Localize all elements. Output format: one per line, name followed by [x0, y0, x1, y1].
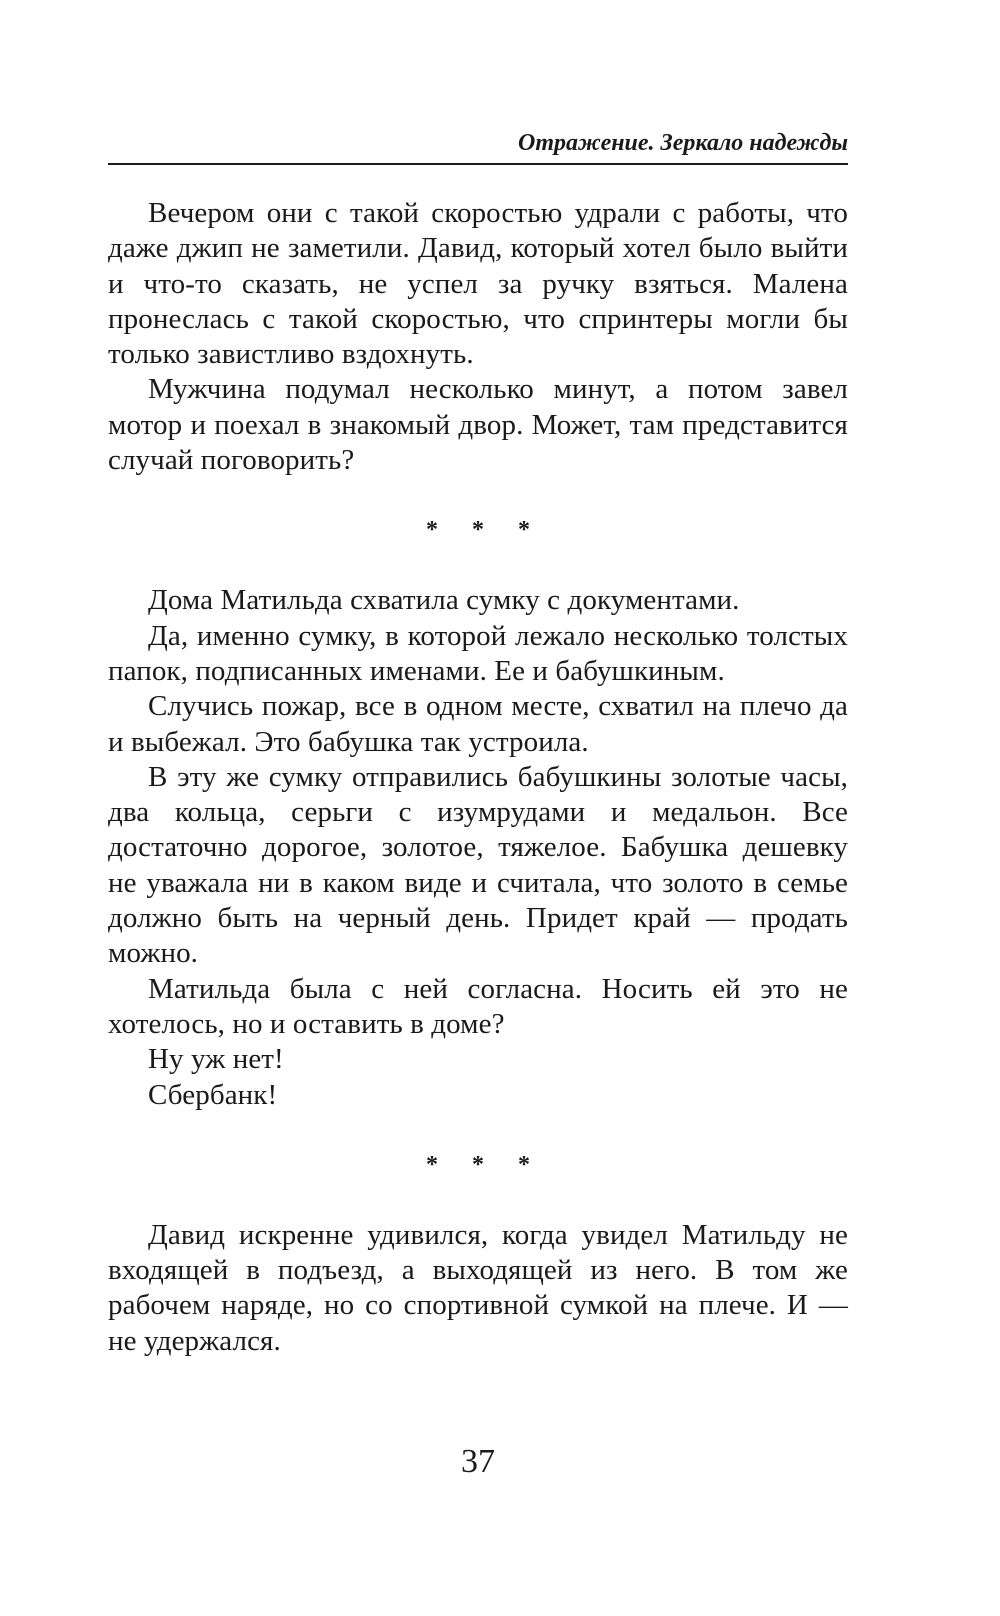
- running-title: Отражение. Зеркало надежды: [518, 130, 848, 156]
- page-number: 37: [461, 1443, 495, 1480]
- body-text: [108, 196, 848, 1359]
- paragraph: Случись пожар, все в одном месте, схватил на плечо да и выбежал. Это бабушка так устроила.: [108, 690, 848, 758]
- section-separator: * * *: [426, 517, 544, 544]
- paragraph: Да, именно сумку, в которой лежало несколько толстых папок, подписанных именами. Ее и бабушкиным.: [108, 619, 848, 687]
- paragraph: Мужчина подумал несколько минут, а потом завел мотор и поехал в знакомый двор. Может, там представится случай поговорить?: [108, 373, 848, 477]
- book-page: [108, 0, 848, 1616]
- header-rule: [108, 163, 848, 165]
- paragraph: Матильда была с ней согласна. Носить ей это не хотелось, но и оставить в доме?: [108, 972, 848, 1040]
- paragraph: Дома Матильда схватила сумку с документами.: [148, 584, 740, 617]
- paragraph: Сбербанк!: [148, 1078, 278, 1111]
- paragraph: В эту же сумку отправились бабушкины золотые часы, два кольца, серьги с изумрудами и медальон. Все достаточно дорогое, золотое, тяжелое. Бабушка дешевку не уважала ни в каком виде и считала, что золото в семье должно быть на черный день. Придет край — продать можно.: [108, 760, 848, 970]
- paragraph: Давид искренне удивился, когда увидел Матильду не входящей в подъезд, а выходящей из него. В том же рабочем наряде, но со спортивной сумкой на плече. И — не удержался.: [108, 1218, 848, 1357]
- paragraph: Ну уж нет!: [148, 1043, 284, 1076]
- section-separator: * * *: [426, 1151, 544, 1178]
- paragraph: Вечером они с такой скоростью удрали с работы, что даже джип не заметили. Давид, который хотел было выйти и что-то сказать, не успел за ручку взяться. Малена пронеслась с такой скоростью, что спринтеры могли бы только завистливо вздохнуть.: [108, 197, 848, 371]
